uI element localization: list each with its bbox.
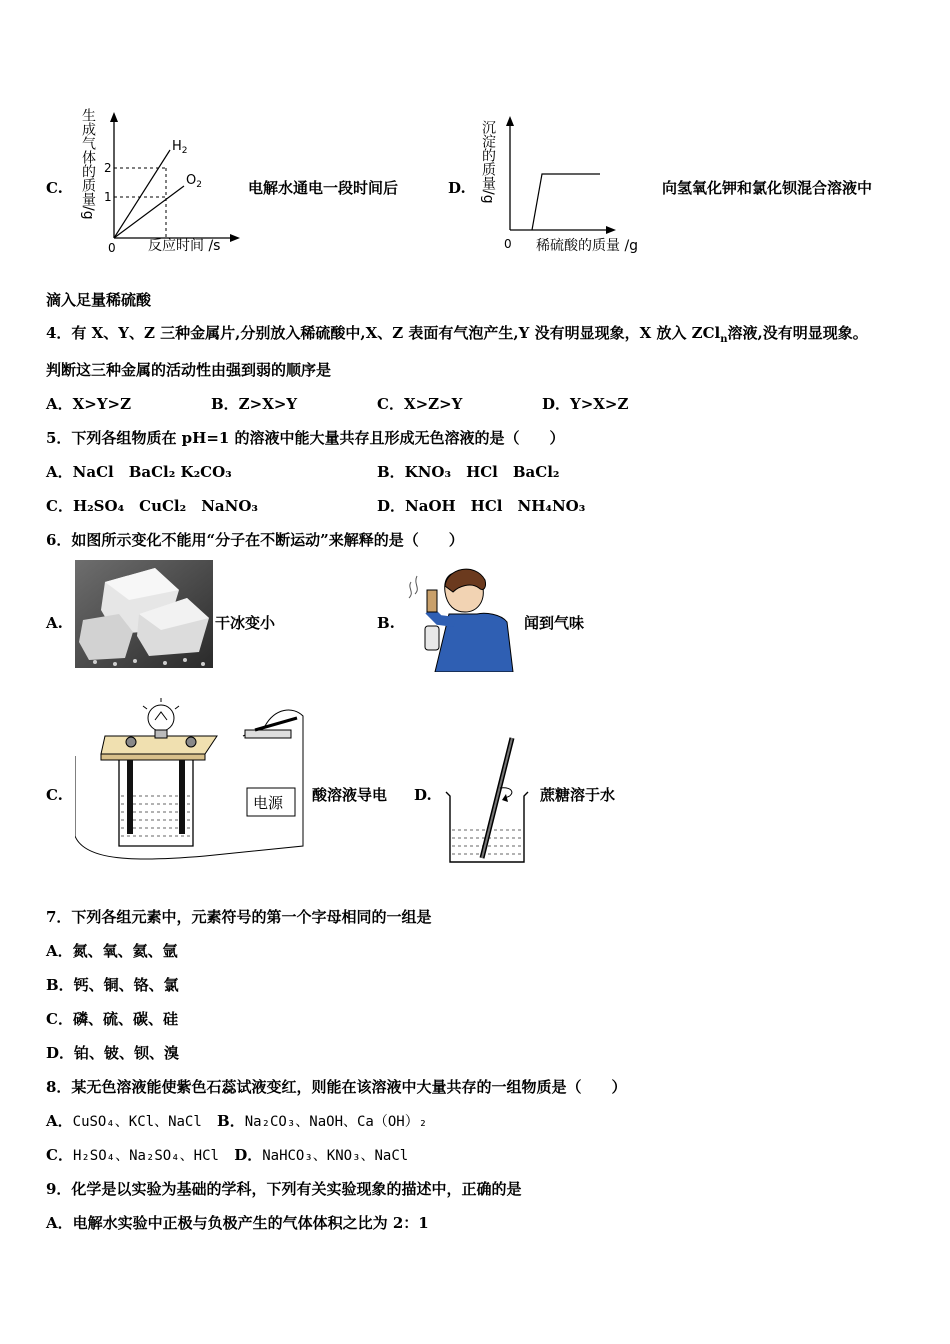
c-ytick-2: 2 bbox=[104, 161, 112, 175]
q3-d-chart bbox=[480, 110, 660, 260]
c-xlabel: 反应时间 /s bbox=[148, 238, 221, 254]
conductivity-apparatus bbox=[75, 696, 305, 866]
c-legend-h2: $H_2$ bbox=[172, 139, 188, 156]
q7-option-c: C．磷、硫、碳、硅 bbox=[46, 1010, 178, 1028]
q4-option-a: A．X>Y>Z bbox=[46, 395, 132, 413]
c-origin: 0 bbox=[108, 241, 116, 255]
d-y-arrow bbox=[506, 116, 514, 126]
q4-stem-sub: n bbox=[720, 334, 728, 345]
q8-c-label: C． bbox=[46, 1146, 73, 1164]
c-series-o2 bbox=[114, 186, 184, 238]
q9-stem: 9．化学是以实验为基础的学科，下列有关实验现象的描述中，正确的是 bbox=[46, 1180, 522, 1198]
q6-c-label: C. bbox=[46, 786, 63, 804]
q5-option-d: D．NaOH HCl NH₄NO₃ bbox=[377, 497, 586, 515]
q7-option-b: B．钙、铜、铬、氯 bbox=[46, 976, 179, 994]
q4-stem-b: 溶液,没有明显现象。 bbox=[727, 324, 868, 342]
smelling-boy-image bbox=[405, 562, 517, 672]
q8-stem: 8．某无色溶液能使紫色石蕊试液变红，则能在该溶液中大量共存的一组物质是（ ） bbox=[46, 1078, 627, 1096]
q6-d-label: D. bbox=[414, 786, 432, 804]
c-x-arrow bbox=[230, 234, 240, 242]
q9-option-a: A．电解水实验中正极与负极产生的气体体积之比为 2：1 bbox=[46, 1214, 429, 1232]
q4-stem bbox=[46, 323, 868, 350]
dry-ice-image bbox=[75, 560, 213, 668]
q4-option-b: B．Z>X>Y bbox=[211, 395, 298, 413]
q3-d-text-cont: 滴入足量稀硫酸 bbox=[46, 291, 152, 309]
q6-b-text: 闻到气味 bbox=[524, 614, 585, 632]
c-ytick-1: 1 bbox=[104, 190, 112, 204]
q7-option-a: A．氮、氧、氦、氩 bbox=[46, 942, 178, 960]
c-y-arrow bbox=[110, 112, 118, 122]
q5-stem: 5．下列各组物质在 pH=1 的溶液中能大量共存且形成无色溶液的是（ ） bbox=[46, 429, 565, 447]
q8-a-label: A． bbox=[46, 1112, 73, 1130]
q7-stem: 7．下列各组元素中，元素符号的第一个字母相同的一组是 bbox=[46, 908, 432, 926]
q8-d-text: NaHCO₃、KNO₃、NaCl bbox=[262, 1148, 409, 1164]
q4-stem-a: 4．有 X、Y、Z 三种金属片,分别放入稀硫酸中,X、Z 表面有气泡产生,Y 没有明显现象，X 放入 ZCl bbox=[46, 324, 721, 342]
q6-a-text: 干冰变小 bbox=[215, 614, 276, 632]
d-series bbox=[532, 174, 600, 230]
q8-d-label: D． bbox=[234, 1146, 263, 1164]
q8-a-text: CuSO₄、KCl、NaCl bbox=[72, 1114, 202, 1130]
q6-b-label: B. bbox=[377, 614, 395, 632]
q3-c-chart bbox=[78, 100, 248, 260]
c-legend-o2: $O_2$ bbox=[186, 173, 202, 190]
q6-a-label: A. bbox=[46, 614, 63, 632]
q6-c-text: 酸溶液导电 bbox=[312, 786, 388, 804]
q4-option-c: C．X>Z>Y bbox=[377, 395, 463, 413]
q8-b-text: Na₂CO₃、NaOH、Ca（OH）₂ bbox=[244, 1114, 428, 1130]
sugar-dissolving-beaker bbox=[442, 734, 532, 866]
q5-option-a: A．NaCl BaCl₂ K₂CO₃ bbox=[46, 463, 232, 481]
q6-stem: 6．如图所示变化不能用“分子在不断运动”来解释的是（ ） bbox=[46, 531, 464, 549]
q3-c-text: 电解水通电一段时间后 bbox=[248, 179, 399, 197]
q3-c-label: C. bbox=[46, 179, 63, 197]
q3-d-text: 向氢氧化钾和氯化钡混合溶液中 bbox=[662, 179, 873, 197]
q5-option-b: B．KNO₃ HCl BaCl₂ bbox=[377, 463, 560, 481]
q8-c-text: H₂SO₄、Na₂SO₄、HCl bbox=[72, 1148, 219, 1164]
d-xlabel: 稀硫酸的质量 /g bbox=[536, 238, 639, 254]
q7-option-d: D．铂、铍、钡、溴 bbox=[46, 1044, 180, 1062]
q4-stem2: 判断这三种金属的活动性由强到弱的顺序是 bbox=[46, 361, 332, 379]
d-ylabel: 沉淀的质量/g bbox=[480, 120, 496, 204]
q4-option-d: D．Y>X>Z bbox=[542, 395, 629, 413]
d-x-arrow bbox=[606, 226, 616, 234]
c-series-h2 bbox=[114, 150, 170, 238]
power-supply-label: 电源 bbox=[253, 794, 284, 812]
q8-line2 bbox=[46, 1145, 408, 1166]
q3-d-label: D. bbox=[448, 179, 466, 197]
c-ylabel: 生成气体的质量/g bbox=[80, 108, 96, 220]
q6-d-text: 蔗糖溶于水 bbox=[540, 786, 616, 804]
d-origin: 0 bbox=[504, 237, 512, 251]
q8-b-label: B． bbox=[217, 1112, 245, 1130]
q8-line1 bbox=[46, 1111, 427, 1132]
q5-option-c: C．H₂SO₄ CuCl₂ NaNO₃ bbox=[46, 497, 258, 515]
